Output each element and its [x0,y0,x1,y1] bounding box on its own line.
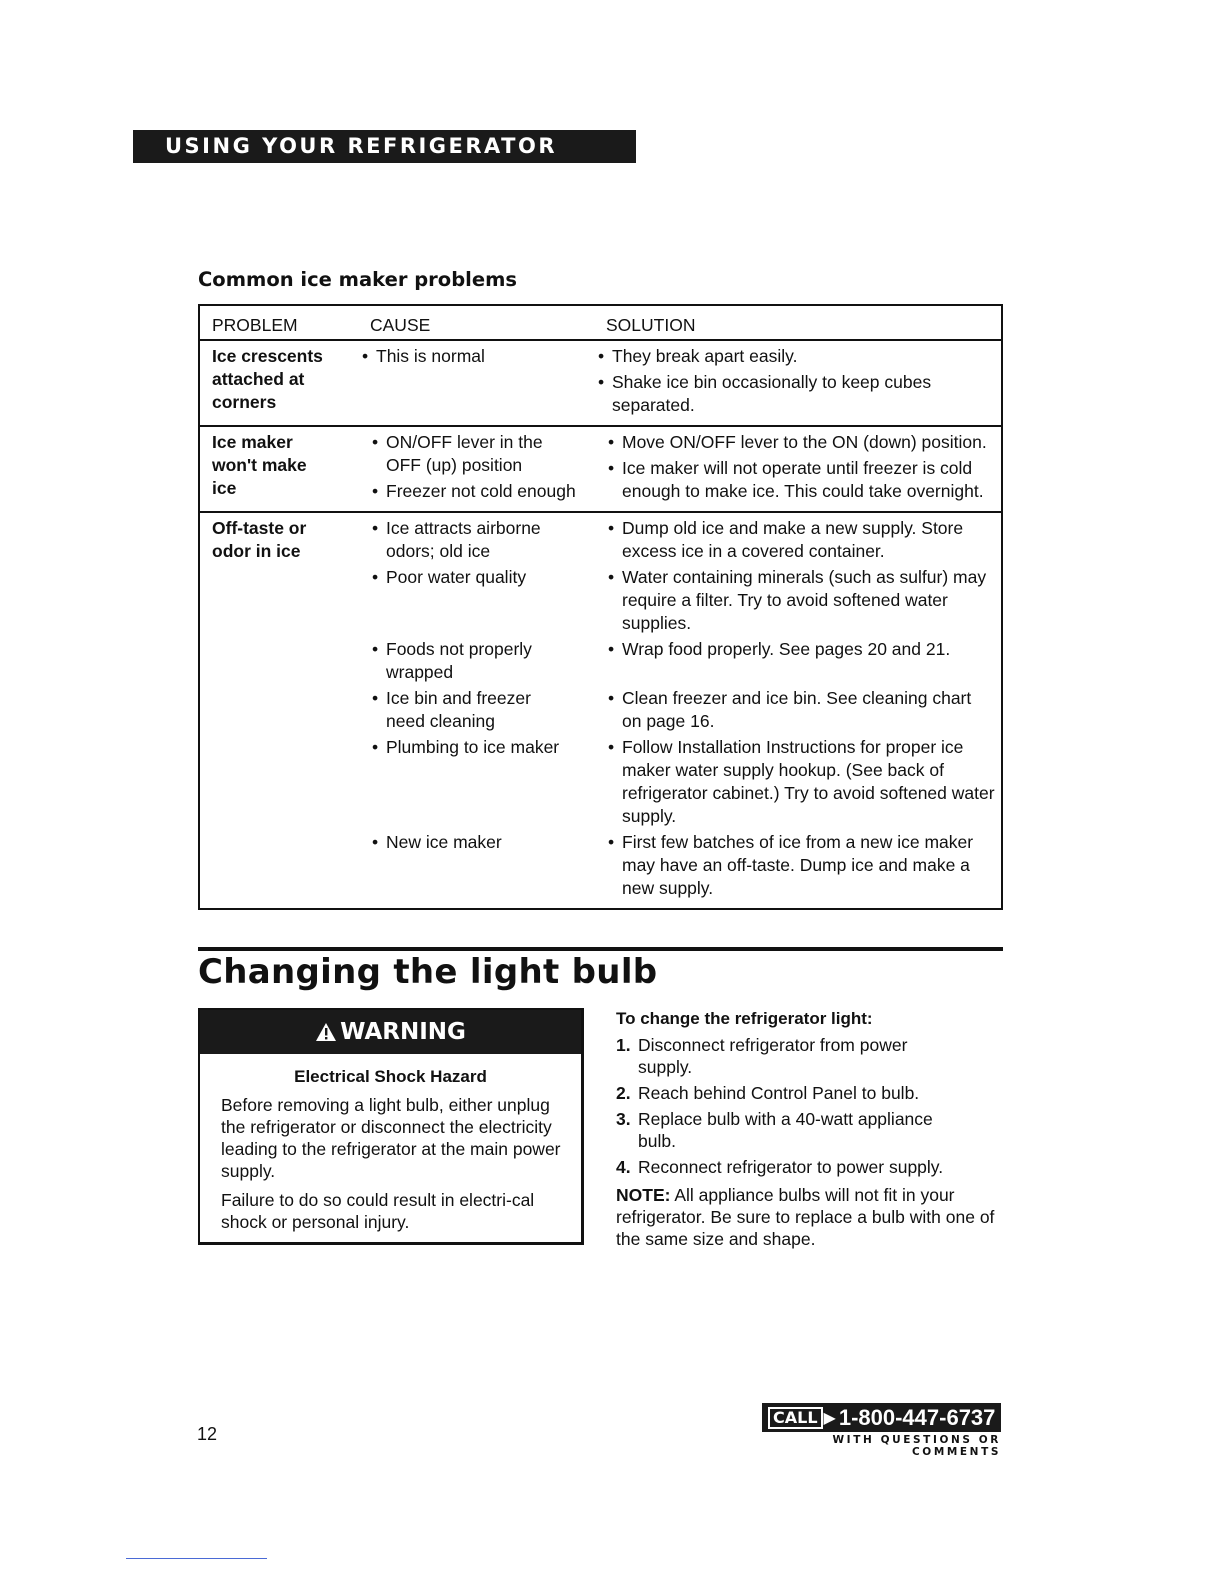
solution-item: • Water containing minerals (such as sulfur) may require a filter. Try to avoid softened water supplies. [606,566,995,635]
solution-cell [596,345,1001,420]
column-header-cause: CAUSE [370,315,431,335]
light-change-steps [616,1008,1006,1250]
cause-item: • Foods not properly wrapped [370,638,566,684]
cause-solution-pair [370,566,1001,638]
cause-solution-pair [370,736,1001,831]
column-header-solution: SOLUTION [606,315,696,335]
cause-item: • Ice attracts airborne odors; old ice [370,517,582,563]
solution-item: • Dump old ice and make a new supply. Store excess ice in a covered container. [606,517,995,563]
call-subtext: WITH QUESTIONS OR COMMENTS [832,1434,1001,1458]
section-title: Changing the light bulb [198,952,658,992]
problem-cell: Ice maker won't make ice [212,432,307,498]
bottom-link-line [126,1558,267,1559]
step-number: 2. [616,1083,631,1103]
solution-item: • They break apart easily. [596,345,995,368]
cause-cell [360,345,596,420]
step-text: Reach behind Control Panel to bulb. [638,1083,920,1103]
solution-item: • Follow Installation Instructions for proper ice maker water supply hookup. (See back of refrigerator cabinet.) Try to avoid softened water supply. [606,736,995,828]
cause-item: • Ice bin and freezer need cleaning [370,687,566,733]
warning-text [200,1094,581,1233]
step-number: 1. [616,1035,631,1055]
step-item [616,1156,1006,1178]
solution-item: • First few batches of ice from a new ice maker may have an off-taste. Dump ice and make a new supply. [606,831,995,900]
warning-header [200,1010,581,1054]
column-header-problem: PROBLEM [212,315,298,335]
step-number: 3. [616,1109,631,1129]
warning-triangle-icon [315,1022,337,1042]
step-text: Disconnect refrigerator from power supply. [638,1035,908,1077]
cause-item: • Freezer not cold enough [370,480,576,503]
solution-cell [606,431,1001,506]
warning-label: WARNING [340,1019,466,1045]
warning-paragraph: Failure to do so could result in electri-cal shock or personal injury. [221,1190,535,1232]
steps-title: To change the refrigerator light: [616,1009,873,1028]
troubleshooting-table [198,304,1003,910]
cause-item: • Poor water quality [370,566,606,589]
section-divider [198,947,1003,951]
problem-cell: Off-taste or odor in ice [212,518,307,561]
step-item [616,1082,1006,1104]
note [616,1184,1006,1250]
step-text: Reconnect refrigerator to power supply. [638,1157,944,1177]
cause-solution-list [370,517,1001,903]
cause-item: • ON/OFF lever in the OFF (up) position [370,431,576,477]
cause-item: • Plumbing to ice maker [370,736,606,759]
table-row [200,513,1001,908]
step-text: Replace bulb with a 40-watt appliance bulb. [638,1109,933,1151]
cause-cell [370,431,606,506]
step-item [616,1108,1006,1152]
cause-solution-pair [370,517,1001,566]
table-row [200,427,1001,513]
solution-item: • Clean freezer and ice bin. See cleaning chart on page 16. [606,687,995,733]
cause-item: • New ice maker [370,831,606,854]
solution-item: • Move ON/OFF lever to the ON (down) position. [606,431,995,454]
cause-solution-pair [370,831,1001,903]
problem-cell: Ice crescents attached at corners [212,346,323,412]
hazard-title: Electrical Shock Hazard [294,1067,487,1086]
warning-box [198,1008,584,1245]
page-number: 12 [197,1424,218,1444]
table-title: Common ice maker problems [198,268,517,291]
step-number: 4. [616,1157,631,1177]
arrow-right-icon: ▶ [823,1409,836,1427]
cause-solution-pair [370,638,1001,687]
solution-item: • Ice maker will not operate until freezer is cold enough to make ice. This could take overnight. [606,457,995,503]
note-label: NOTE: [616,1185,671,1205]
table-row [200,341,1001,427]
phone-number: 1-800-447-6737 [838,1404,996,1430]
section-header-bar: USING YOUR REFRIGERATOR [133,130,636,163]
step-item [616,1034,1006,1078]
table-header-row [200,306,1001,341]
note-text: All appliance bulbs will not fit in your refrigerator. Be sure to replace a bulb with one of the same size and shape. [616,1185,995,1249]
solution-item: • Shake ice bin occasionally to keep cubes separated. [596,371,995,417]
warning-paragraph: Before removing a light bulb, either unplug the refrigerator or disconnect the electricity leading to the refrigerator at the main power supply. [221,1095,561,1181]
cause-solution-pair [370,687,1001,736]
cause-item: • This is normal [360,345,596,368]
solution-item: • Wrap food properly. See pages 20 and 21. [606,638,995,661]
call-banner [762,1403,1001,1432]
call-label: CALL [768,1407,823,1429]
